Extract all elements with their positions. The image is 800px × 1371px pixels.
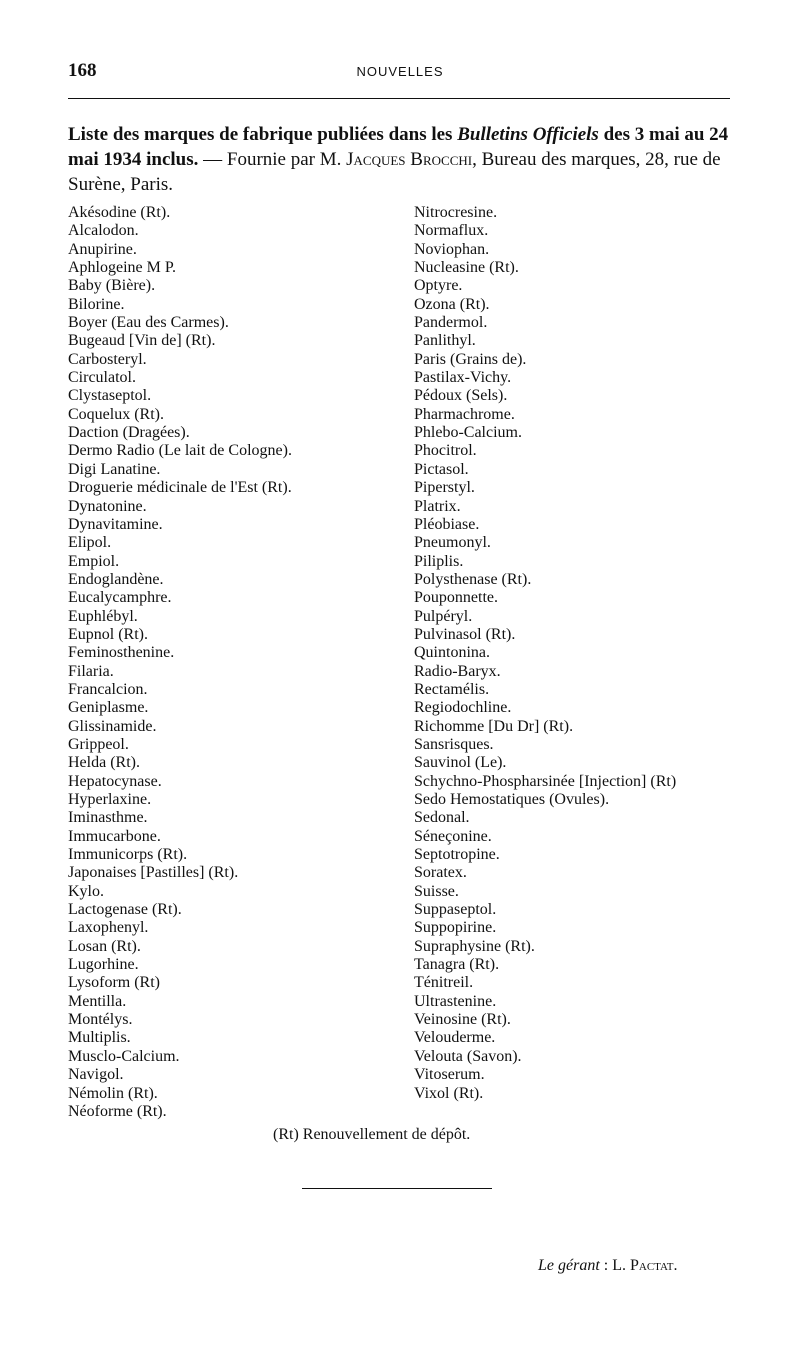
signature-separator: :: [599, 1257, 613, 1274]
trademark-entry: Velouderme.: [414, 1029, 496, 1047]
bulletins-officiels: Bulletins Officiels: [457, 124, 599, 145]
intro-part2: des 3 mai au 24 mai 1934 inclus.: [68, 124, 729, 170]
trademark-entry: Noviophan.: [414, 240, 490, 258]
trademark-entry: Elipol.: [68, 534, 112, 552]
trademark-entry: Septotropine.: [414, 846, 500, 864]
trademark-entry: Sauvinol (Le).: [414, 754, 507, 772]
trademark-entry: Navigol.: [68, 1066, 124, 1084]
trademark-entry: Laxophenyl.: [68, 919, 149, 937]
trademark-entry: Baby (Bière).: [68, 277, 156, 295]
trademark-entry: Radio-Baryx.: [414, 662, 501, 680]
running-title: NOUVELLES: [356, 64, 444, 79]
trademark-entry: Iminasthme.: [68, 809, 148, 827]
trademark-entry: Aphlogeine M P.: [68, 259, 176, 277]
trademark-entry: Carbosteryl.: [68, 350, 147, 368]
trademark-entry: Pharmachrome.: [414, 405, 515, 423]
trademark-entry: Pulpéryl.: [414, 607, 473, 625]
trademark-entry: Digi Lanatine.: [68, 460, 161, 478]
trademark-entry: Anupirine.: [68, 240, 137, 258]
trademark-entry: Coquelux (Rt).: [68, 405, 164, 423]
trademark-entry: Richomme [Du Dr] (Rt).: [414, 717, 574, 735]
trademark-entry: Platrix.: [414, 497, 461, 515]
trademark-entry: Ultrastenine.: [414, 992, 497, 1010]
trademark-entry: Alcalodon.: [68, 222, 139, 240]
trademark-entry: Pictasol.: [414, 460, 469, 478]
trademark-entry: Francalcion.: [68, 680, 148, 698]
trademark-entry: Bilorine.: [68, 295, 125, 313]
left-column-list: [68, 204, 292, 1121]
trademark-entry: Immunicorps (Rt).: [68, 846, 188, 864]
trademark-entry: Bugeaud [Vin de] (Rt).: [68, 332, 216, 350]
footer-rule: [302, 1188, 492, 1189]
trademark-entry: Regiodochline.: [414, 699, 512, 717]
trademark-entry: Schychno-Phospharsinée [Injection] (Rt): [414, 772, 677, 790]
trademark-entry: Lysoform (Rt): [68, 974, 160, 992]
trademark-entry: Phlebo-Calcium.: [414, 424, 522, 442]
trademark-entry: Montélys.: [68, 1011, 133, 1029]
trademark-entry: Ozona (Rt).: [414, 295, 490, 313]
trademark-entry: Ténitreil.: [414, 974, 474, 992]
trademark-entry: Clystaseptol.: [68, 387, 152, 405]
trademark-entry: Veinosine (Rt).: [414, 1011, 511, 1029]
trademark-entry: Lactogenase (Rt).: [68, 901, 182, 919]
trademark-entry: Suppaseptol.: [414, 901, 497, 919]
trademark-entry: Nitrocresine.: [414, 204, 498, 221]
trademark-entry: Supraphysine (Rt).: [414, 937, 535, 955]
trademark-entry: Helda (Rt).: [68, 754, 140, 772]
trademark-entry: Pneumonyl.: [414, 534, 491, 552]
trademark-entry: Paris (Grains de).: [414, 350, 527, 368]
trademark-entry: Normaflux.: [414, 222, 489, 240]
trademark-entry: Sedo Hemostatiques (Ovules).: [414, 791, 610, 808]
signature: [538, 1257, 677, 1275]
trademark-entry: Quintonina.: [414, 644, 490, 662]
trademark-entry: Feminosthenine.: [68, 644, 175, 662]
trademark-entry: Vixol (Rt).: [414, 1084, 484, 1102]
trademark-entry: Eucalycamphre.: [68, 589, 172, 607]
trademark-entry: Droguerie médicinale de l'Est (Rt).: [68, 479, 292, 497]
trademark-entry: Immucarbone.: [68, 827, 161, 845]
trademark-entry: Sansrisques.: [414, 735, 494, 753]
trademark-entry: Velouta (Savon).: [414, 1047, 522, 1065]
trademark-entry: Euphlébyl.: [68, 607, 138, 625]
trademark-entry: Dynavitamine.: [68, 515, 163, 533]
trademark-entry: Dermo Radio (Le lait de Cologne).: [68, 442, 292, 460]
trademark-entry: Pléobiase.: [414, 515, 480, 533]
trademark-entry: Piliplis.: [414, 552, 464, 570]
trademark-entry: Japonaises [Pastilles] (Rt).: [68, 864, 239, 882]
right-column-list: [414, 204, 676, 1103]
trademark-entry: Boyer (Eau des Carmes).: [68, 314, 229, 332]
trademark-entry: Pouponnette.: [414, 589, 498, 607]
trademark-entry: Rectamélis.: [414, 680, 490, 698]
trademark-entry: Némolin (Rt).: [68, 1084, 158, 1102]
intro-paragraph: [68, 122, 738, 197]
trademark-entry: Pulvinasol (Rt).: [414, 625, 516, 643]
trademark-entry: Endoglandène.: [68, 570, 164, 588]
trademark-entry: Soratex.: [414, 864, 467, 882]
trademark-entry: Glissinamide.: [68, 717, 157, 735]
trademark-entry: Phocitrol.: [414, 442, 477, 460]
trademark-entry: Piperstyl.: [414, 479, 475, 497]
intro-part3: — Fournie par M.: [198, 149, 347, 170]
trademark-entry: Akésodine (Rt).: [68, 204, 171, 221]
trademark-entry: Lugorhine.: [68, 956, 139, 974]
intro-part1: Liste des marques de fabrique publiées dans les: [68, 124, 458, 145]
trademark-entry: Eupnol (Rt).: [68, 625, 148, 643]
trademark-entry: Sedonal.: [414, 809, 470, 827]
signature-name: L. Pactat.: [612, 1257, 678, 1274]
intro-part4: , Bureau des marques, 28, rue de Surène, Paris.: [68, 149, 721, 195]
trademark-entry: Séneçonine.: [414, 827, 492, 845]
trademark-entry: Panlithyl.: [414, 332, 476, 350]
trademark-entry: Circulatol.: [68, 369, 136, 387]
trademark-entry: Néoforme (Rt).: [68, 1102, 167, 1120]
footnote: (Rt) Renouvellement de dépôt.: [273, 1126, 471, 1143]
trademark-entry: Hyperlaxine.: [68, 791, 152, 808]
trademark-entry: Suppopirine.: [414, 919, 497, 937]
trademark-entry: Nucleasine (Rt).: [414, 259, 519, 277]
trademark-entry: Suisse.: [414, 882, 459, 900]
trademark-entry: Grippeol.: [68, 735, 129, 753]
trademark-entry: Optyre.: [414, 277, 463, 295]
trademark-entry: Losan (Rt).: [68, 937, 141, 955]
trademark-entry: Hepatocynase.: [68, 772, 162, 790]
signature-title: Le gérant: [538, 1257, 600, 1274]
trademark-entry: Vitoserum.: [414, 1066, 485, 1084]
trademark-entry: Tanagra (Rt).: [414, 956, 500, 974]
trademark-entry: Musclo-Calcium.: [68, 1047, 180, 1065]
intro-name: Jacques Brocchi: [346, 149, 473, 170]
page-number: 168: [68, 60, 97, 81]
trademark-entry: Dynatonine.: [68, 497, 147, 515]
trademark-entry: Multiplis.: [68, 1029, 131, 1047]
trademark-entry: Kylo.: [68, 882, 104, 900]
trademark-entry: Pédoux (Sels).: [414, 387, 508, 405]
header-rule: [68, 98, 730, 99]
trademark-entry: Mentilla.: [68, 992, 127, 1010]
trademark-entry: Pandermol.: [414, 314, 488, 332]
trademark-entry: Polysthenase (Rt).: [414, 570, 532, 588]
trademark-entry: Daction (Dragées).: [68, 424, 190, 442]
trademark-entry: Empiol.: [68, 552, 120, 570]
trademark-entry: Pastilax-Vichy.: [414, 369, 512, 387]
trademark-entry: Geniplasme.: [68, 699, 149, 717]
trademark-entry: Filaria.: [68, 662, 114, 680]
